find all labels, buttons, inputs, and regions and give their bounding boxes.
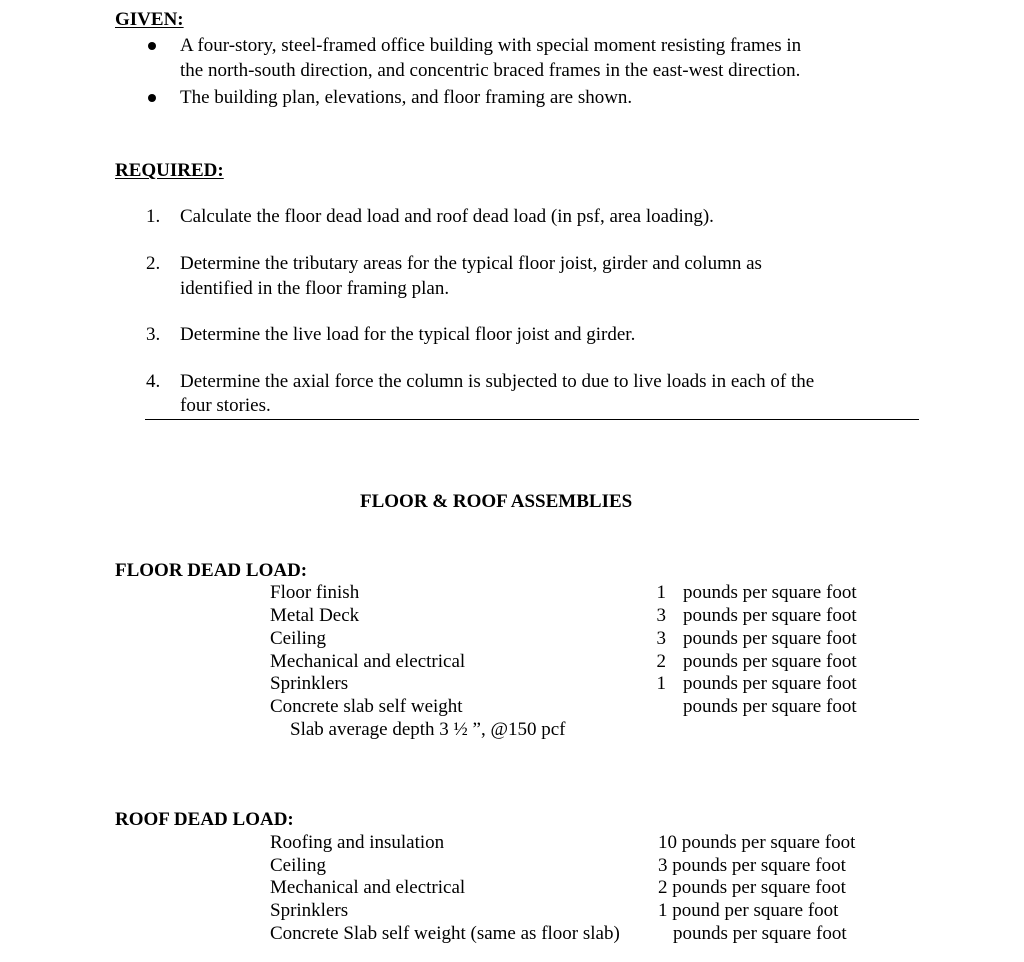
floor-row-3-value: 3 xyxy=(656,628,666,649)
floor-row-6-unit: pounds per square foot xyxy=(683,696,857,717)
required-item-1-line-1: Calculate the floor dead load and roof dead load (in psf, area loading). xyxy=(180,206,714,227)
floor-row-6-label: Concrete slab self weight xyxy=(270,696,463,717)
given-heading: GIVEN: xyxy=(115,9,184,30)
roof-row-1-value: 10 pounds per square foot xyxy=(658,832,856,853)
given-bullet-1-line-1: A four-story, steel-framed office building with special moment resisting frames in xyxy=(180,35,802,56)
floor-row-2-value: 3 xyxy=(656,605,666,626)
floor-row-1-value: 1 xyxy=(656,582,666,603)
required-item-4-line-1: Determine the axial force the column is subjected to due to live loads in each of the xyxy=(180,371,815,392)
roof-row-3-value: 2 pounds per square foot xyxy=(658,877,846,898)
floor-row-5-unit: pounds per square foot xyxy=(683,673,857,694)
floor-slab-note: Slab average depth 3 ½ ”, @150 pcf xyxy=(290,719,566,740)
required-item-3-line-1: Determine the live load for the typical floor joist and girder. xyxy=(180,324,636,345)
floor-row-2-label: Metal Deck xyxy=(270,605,360,626)
floor-row-1-label: Floor finish xyxy=(270,582,360,603)
floor-row-6-value xyxy=(652,695,666,718)
given-bullet-1-line-2: the north-south direction, and concentric braced frames in the east-west direction. xyxy=(180,60,801,81)
roof-row-5-label: Concrete Slab self weight (same as floor slab) xyxy=(270,923,620,944)
bullet-icon xyxy=(148,42,156,50)
required-item-4-number: 4. xyxy=(146,371,161,392)
required-item-3-number: 3. xyxy=(146,324,161,345)
floor-row-5-value: 1 xyxy=(656,673,666,694)
roof-row-2-label: Ceiling xyxy=(270,855,326,876)
required-item-1-number: 1. xyxy=(146,206,161,227)
roof-row-4-label: Sprinklers xyxy=(270,900,349,921)
floor-row-5-label: Sprinklers xyxy=(270,673,349,694)
assemblies-title: FLOOR & ROOF ASSEMBLIES xyxy=(360,491,633,512)
floor-row-4-label: Mechanical and electrical xyxy=(270,651,466,672)
floor-dead-load-heading: FLOOR DEAD LOAD: xyxy=(115,560,308,581)
required-item-2-line-2: identified in the floor framing plan. xyxy=(180,278,450,299)
floor-row-4-value: 2 xyxy=(656,651,666,672)
roof-row-4-value: 1 pound per square foot xyxy=(658,900,839,921)
given-bullet-2-line-1: The building plan, elevations, and floor framing are shown. xyxy=(180,87,633,108)
required-heading: REQUIRED: xyxy=(115,160,224,181)
floor-row-3-unit: pounds per square foot xyxy=(683,628,857,649)
floor-row-1-unit: pounds per square foot xyxy=(683,582,857,603)
bullet-icon xyxy=(148,94,156,102)
required-item-2-number: 2. xyxy=(146,253,161,274)
section-divider xyxy=(145,419,919,420)
floor-row-2-unit: pounds per square foot xyxy=(683,605,857,626)
required-item-4-line-2: four stories. xyxy=(180,395,271,416)
floor-row-4-unit: pounds per square foot xyxy=(683,651,857,672)
roof-row-3-label: Mechanical and electrical xyxy=(270,877,466,898)
roof-row-1-label: Roofing and insulation xyxy=(270,832,445,853)
required-item-2-line-1: Determine the tributary areas for the typical floor joist, girder and column as xyxy=(180,253,762,274)
roof-dead-load-heading: ROOF DEAD LOAD: xyxy=(115,809,294,830)
roof-row-2-value: 3 pounds per square foot xyxy=(658,855,846,876)
roof-row-5-value: pounds per square foot xyxy=(673,923,847,944)
floor-row-3-label: Ceiling xyxy=(270,628,326,649)
